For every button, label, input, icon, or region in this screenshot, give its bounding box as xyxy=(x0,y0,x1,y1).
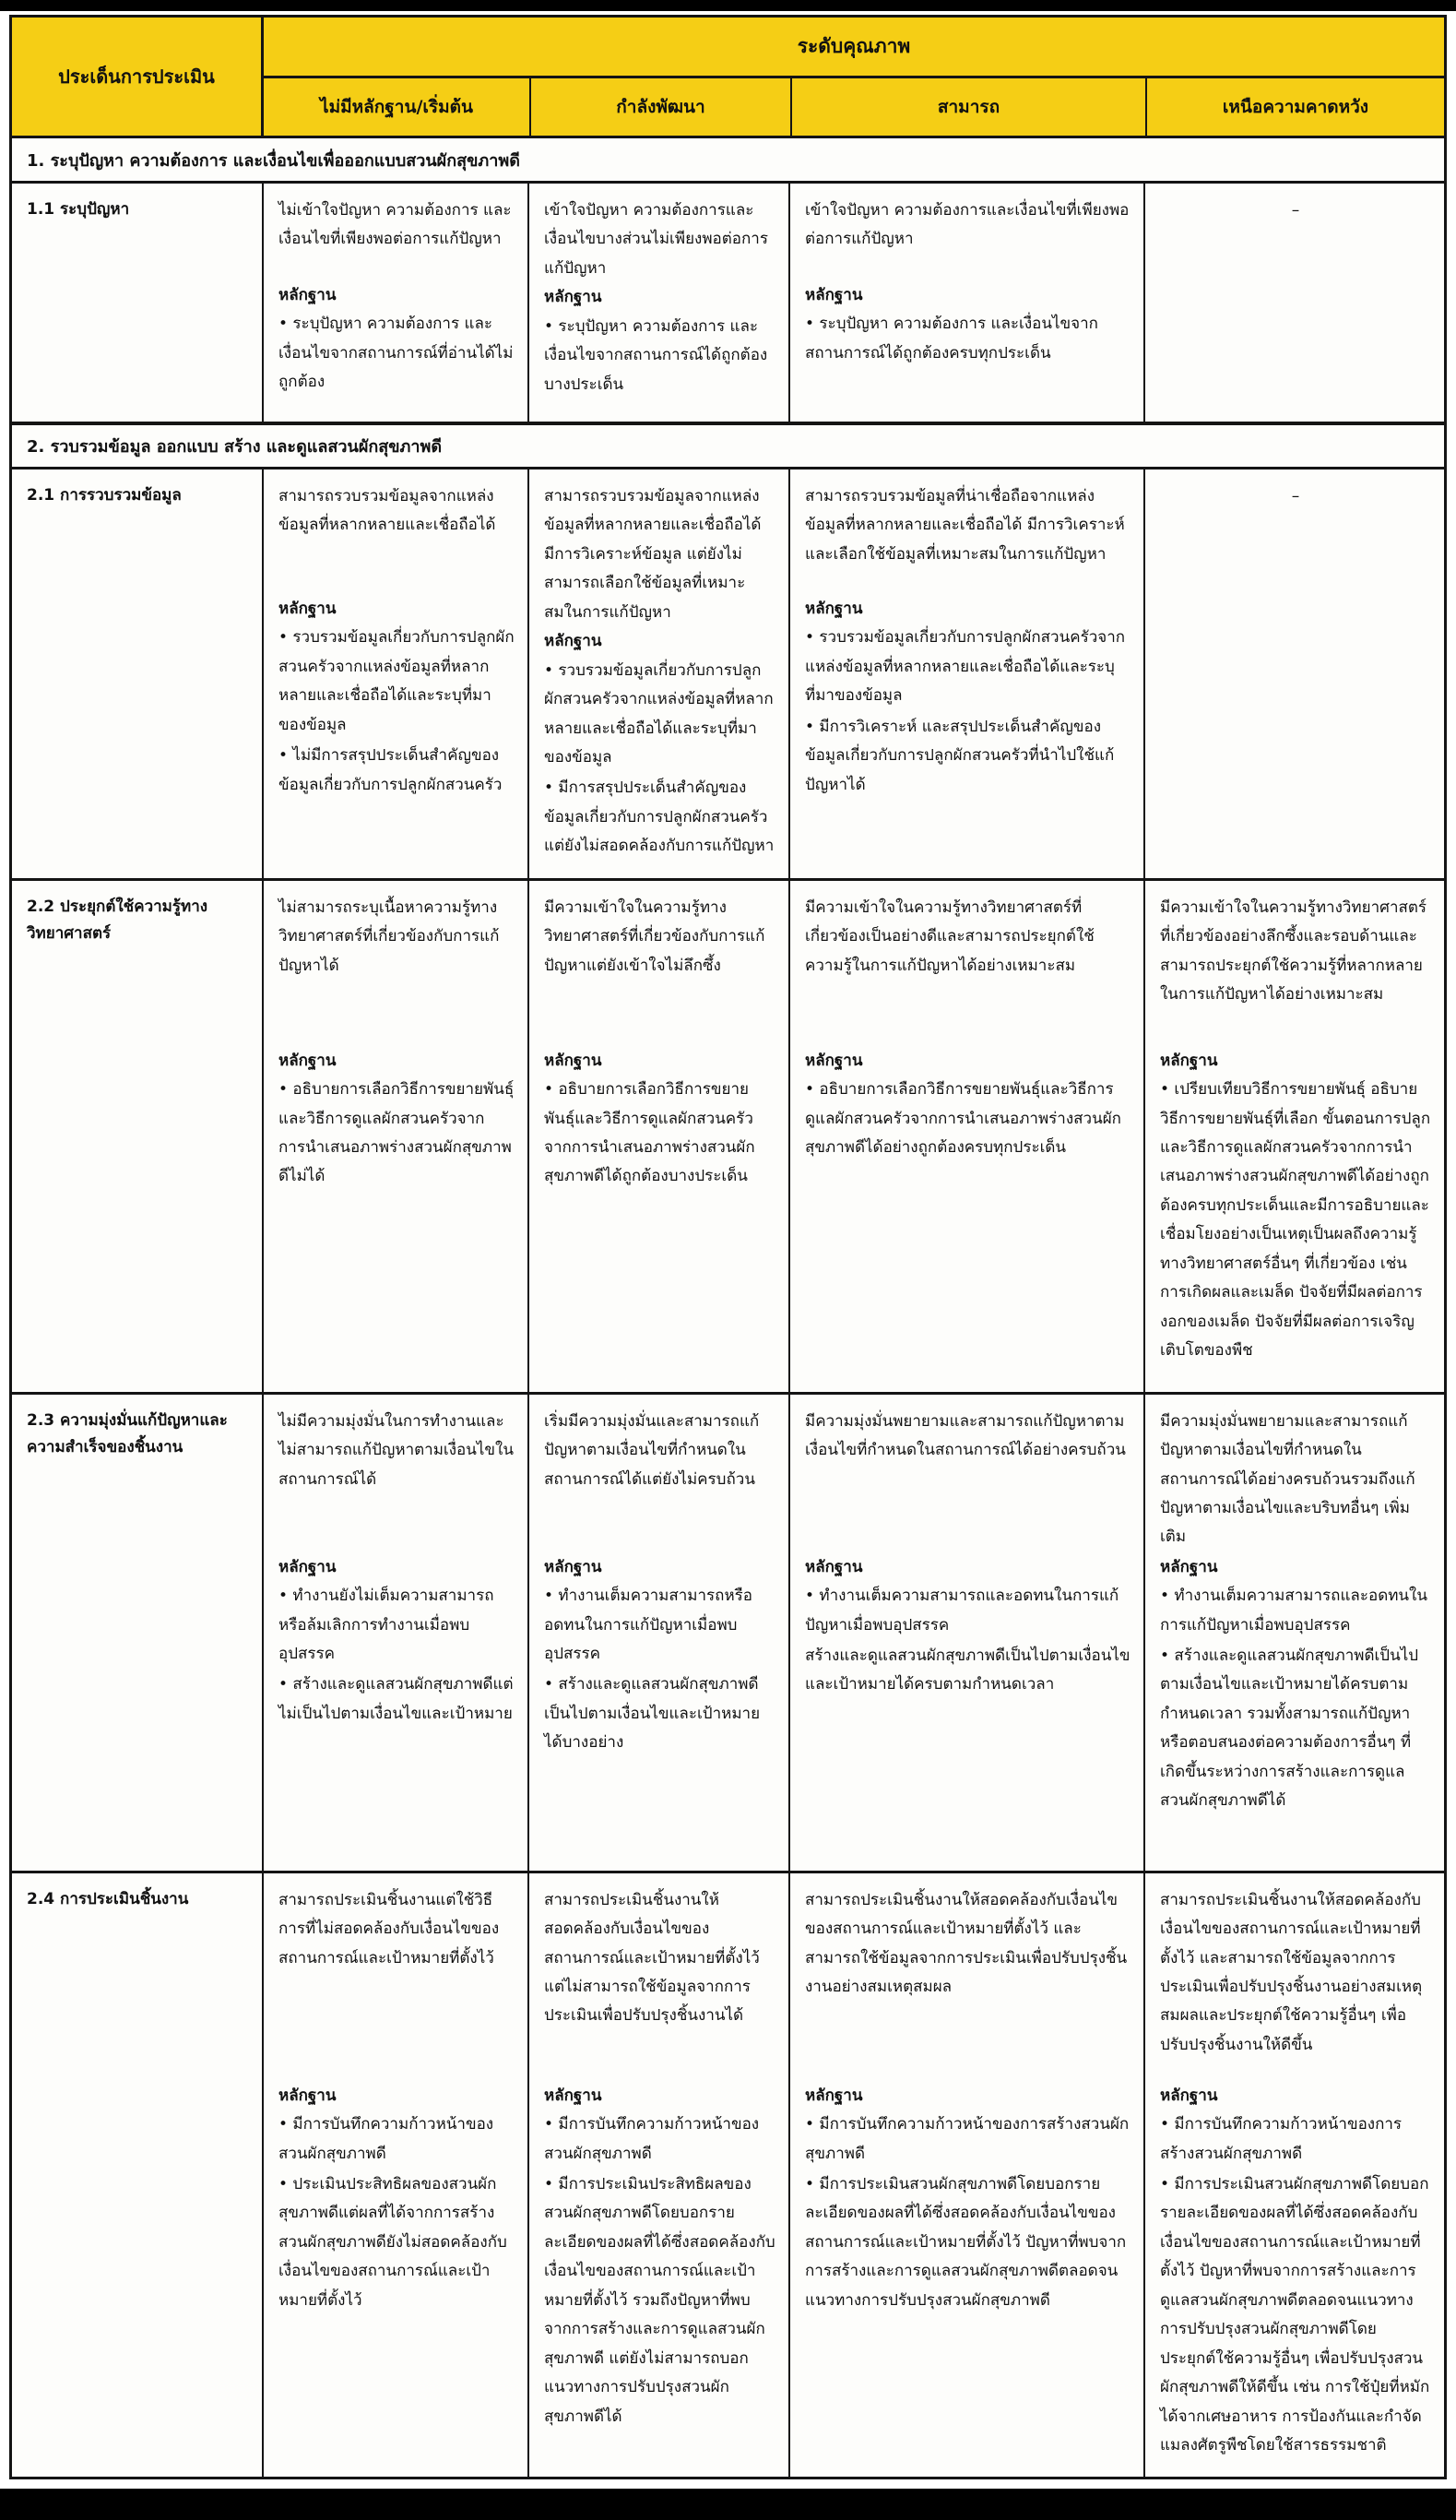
evidence-item: • มีการประเมินสวนผักสุขภาพดีโดยบอกรายละเอียดของผลที่ได้ซึ่งสอดคล้องกับเงื่อนไขของสถานการณ์และเป้าหมายที่ตั้งไว้ ปัญหาที่พบจากการสร้างและการดูแลสวนผักสุขภาพดีตลอดจนแนวทางการปรับปรุงสวนผักสุขภาพดี xyxy=(805,2175,1127,2310)
cell-description: เข้าใจปัญหา ความต้องการและเงื่อนไขที่เพียงพอต่อการแก้ปัญหา xyxy=(805,201,1130,249)
cell-description: ไม่เข้าใจปัญหา ความต้องการ และเงื่อนไขที่เพียงพอต่อการแก้ปัญหา xyxy=(278,201,512,249)
evidence-block xyxy=(544,1047,775,1192)
header-level-3: สามารถ xyxy=(790,78,1145,136)
evidence-block xyxy=(1160,2082,1431,2461)
evidence-label: หลักฐาน xyxy=(278,1051,337,1070)
evidence-item: • มีการบันทึกความก้าวหน้าของการสร้างสวนผักสุขภาพดี xyxy=(1160,2115,1403,2163)
cell-description: มีความเข้าใจในความรู้ทางวิทยาศาสตร์ที่เกี่ยวข้องอย่างลึกซึ้งและรอบด้านและสามารถประยุกต์ใช้ความรู้ที่หลากหลายในการแก้ปัญหาได้อย่างเหมาะสม xyxy=(1160,897,1427,1004)
cell-description: สามารถประเมินชิ้นงานให้สอดคล้องกับเงื่อนไขของสถานการณ์และเป้าหมายที่ตั้งไว้ และสามารถใช้ข้อมูลจากการประเมินเพื่อปรับปรุงชิ้นงานอย่างสมเหตุสมผล xyxy=(805,1890,1128,1996)
evidence-label: หลักฐาน xyxy=(278,1557,337,1576)
evidence-block xyxy=(544,1553,775,1758)
evidence-block xyxy=(544,2082,775,2431)
evidence-item: • มีการบันทึกความก้าวหน้าของการสร้างสวนผักสุขภาพดี xyxy=(805,2115,1130,2163)
section-title-1 xyxy=(12,138,1444,184)
evidence-label: หลักฐาน xyxy=(805,1557,863,1576)
evidence-block xyxy=(278,2082,515,2316)
evidence-label: หลักฐาน xyxy=(544,1051,602,1070)
cell-description: เข้าใจปัญหา ความต้องการและเงื่อนไขบางส่วนไม่เพียงพอต่อการแก้ปัญหา xyxy=(544,201,768,278)
header-level-2: กำลังพัฒนา xyxy=(529,78,790,136)
evidence-label: หลักฐาน xyxy=(1160,1051,1218,1070)
header-quality-label: ระดับคุณภาพ xyxy=(264,18,1444,78)
evidence-item: • รวบรวมข้อมูลเกี่ยวกับการปลูกผักสวนครัวจากแหล่งข้อมูลที่หลากหลายและเชื่อถือได้และระบุที่มาของข้อมูล xyxy=(544,660,774,767)
criterion-label-1-1: 1.1 ระบุปัญหา xyxy=(12,184,264,422)
evidence-item: • มีการวิเคราะห์ และสรุปประเด็นสำคัญของข้อมูลเกี่ยวกับการปลูกผักสวนครัวที่นำไปใช้แก้ปัญหาได้ xyxy=(805,717,1115,794)
cell-2-3-level4 xyxy=(1145,1395,1444,1871)
evidence-item: • ระบุปัญหา ความต้องการ และเงื่อนไขจากสถานการณ์ได้ถูกต้องบางประเด็น xyxy=(544,316,768,394)
cell-2-1-level3 xyxy=(790,470,1145,878)
rubric-table xyxy=(9,15,1447,2479)
cell-description: สามารถรวบรวมข้อมูลจากแหล่งข้อมูลที่หลากหลายและเชื่อถือได้ มีการวิเคราะห์ข้อมูล แต่ยังไม่สามารถเลือกใช้ข้อมูลที่เหมาะสมในการแก้ปัญหา xyxy=(544,487,766,622)
evidence-block xyxy=(805,595,1130,800)
evidence-label: หลักฐาน xyxy=(544,632,602,651)
section-title-text: 2. รวบรวมข้อมูล ออกแบบ สร้าง และดูแลสวนผักสุขภาพดี xyxy=(27,437,443,457)
cell-1-1-level3 xyxy=(790,184,1145,422)
table-header xyxy=(12,18,1444,138)
evidence-item: • มีการบันทึกความก้าวหน้าของสวนผักสุขภาพดี xyxy=(278,2115,494,2163)
cell-description: ไม่สามารถระบุเนื้อหาความรู้ทางวิทยาศาสตร์ที่เกี่ยวข้องกับการแก้ปัญหาได้ xyxy=(278,897,500,975)
rubric-row-2-3 xyxy=(12,1395,1444,1873)
evidence-block xyxy=(805,281,1130,368)
cell-2-4-level4 xyxy=(1145,1873,1444,2478)
evidence-item: • สร้างและดูแลสวนผักสุขภาพดีแต่ไม่เป็นไปตามเงื่อนไขและเป้าหมาย xyxy=(278,1675,514,1723)
evidence-label: หลักฐาน xyxy=(544,2086,602,2105)
evidence-item: • ไม่มีการสรุปประเด็นสำคัญของข้อมูลเกี่ยวกับการปลูกผักสวนครัว xyxy=(278,746,503,794)
cell-description: มีความเข้าใจในความรู้ทางวิทยาศาสตร์ที่เกี่ยวข้องเป็นอย่างดีและสามารถประยุกต์ใช้ความรู้ในการแก้ปัญหาได้อย่างเหมาะสม xyxy=(805,897,1095,975)
bottom-black-bar xyxy=(0,2489,1456,2520)
cell-description: สามารถรวบรวมข้อมูลที่น่าเชื่อถือจากแหล่งข้อมูลที่หลากหลายและเชื่อถือได้ มีการวิเคราะห์และเลือกใช้ข้อมูลที่เหมาะสมในการแก้ปัญหา xyxy=(805,487,1125,564)
cell-description: มีความมุ่งมั่นพยายามและสามารถแก้ปัญหาตามเงื่อนไขที่กำหนดในสถานการณ์ได้อย่างครบถ้วนรวมถึงแก้ปัญหาตามเงื่อนไขและบริบทอื่นๆ เพิ่มเติม xyxy=(1160,1411,1415,1547)
cell-2-1-level1 xyxy=(264,470,529,878)
evidence-item: • สร้างและดูแลสวนผักสุขภาพดีเป็นไปตามเงื่อนไขและเป้าหมายได้ครบตามกำหนดเวลา รวมทั้งสามารถแก้ปัญหาหรือตอบสนองต่อความต้องการอื่นๆ ที่เกิดขึ้นระหว่างการสร้างและการดูแลสวนผักสุขภาพดีได้ xyxy=(1160,1646,1419,1811)
evidence-item: • มีการประเมินประสิทธิผลของสวนผักสุขภาพดีโดยบอกรายละเอียดของผลที่ได้ซึ่งสอดคล้องกับเงื่อนไขของสถานการณ์และเป้าหมายที่ตั้งไว้ รวมถึงปัญหาที่พบจากการสร้างและการดูแลสวนผักสุขภาพดี แต่ยังไม่สามารถบอกแนวทางการปรับปรุงสวนผักสุขภาพดีได้ xyxy=(544,2175,775,2426)
cell-2-1-level2 xyxy=(529,470,790,878)
rubric-row-2-1 xyxy=(12,470,1444,881)
evidence-item: • ทำงานยังไม่เต็มความสามารถหรือล้มเลิกการทำงานเมื่อพบอุปสรรค xyxy=(278,1587,494,1663)
cell-2-4-level2 xyxy=(529,1873,790,2478)
cell-2-4-level1 xyxy=(264,1873,529,2478)
evidence-block xyxy=(278,1553,515,1730)
evidence-block xyxy=(544,627,775,862)
evidence-block xyxy=(278,595,515,800)
cell-description: สามารถประเมินชิ้นงานให้สอดคล้องกับเงื่อนไขของสถานการณ์และเป้าหมายที่ตั้งไว้ และสามารถใช้ข้อมูลจากการประเมินเพื่อปรับปรุงชิ้นงานอย่างสมเหตุสมผลและประยุกต์ใช้ความรู้อื่นๆ เพื่อปรับปรุงชิ้นงานให้ดีขึ้น xyxy=(1160,1890,1423,2054)
evidence-label: หลักฐาน xyxy=(278,600,337,618)
section-title-text: 1. ระบุปัญหา ความต้องการ และเงื่อนไขเพื่อออกแบบสวนผักสุขภาพดี xyxy=(27,150,520,171)
dash-mark: – xyxy=(1291,201,1300,220)
evidence-item: • มีการสรุปประเด็นสำคัญของข้อมูลเกี่ยวกับการปลูกผักสวนครัว แต่ยังไม่สอดคล้องกับการแก้ปัญหา xyxy=(544,779,775,856)
cell-2-3-level1 xyxy=(264,1395,529,1871)
evidence-item: • มีการประเมินสวนผักสุขภาพดีโดยบอกรายละเอียดของผลที่ได้ซึ่งสอดคล้องกับเงื่อนไขของสถานการณ์และเป้าหมายที่ตั้งไว้ ปัญหาที่พบจากการสร้างและการดูแลสวนผักสุขภาพดีตลอดจนแนวทางการปรับปรุงสวนผักสุขภาพดีโดยประยุกต์ใช้ความรู้อื่นๆ เพื่อปรับปรุงสวนผักสุขภาพดีให้ดีขึ้น เช่น การใช้ปุ๋ยที่หมักได้จากเศษอาหาร การป้องกันและกำจัดแมลงศัตรูพืชโดยใช้สารธรรมชาติ xyxy=(1160,2175,1430,2455)
evidence-block xyxy=(278,281,515,398)
cell-2-1-level4-dash xyxy=(1145,470,1444,878)
evidence-block xyxy=(278,1047,515,1192)
cell-description: สามารถรวบรวมข้อมูลจากแหล่งข้อมูลที่หลากหลายและเชื่อถือได้ xyxy=(278,487,496,535)
evidence-label: หลักฐาน xyxy=(805,286,863,304)
header-level-1: ไม่มีหลักฐาน/เริ่มต้น xyxy=(320,97,473,117)
cell-2-3-level3 xyxy=(790,1395,1145,1871)
criterion-label-2-4: 2.4 การประเมินชิ้นงาน xyxy=(12,1873,264,2478)
evidence-label: หลักฐาน xyxy=(1160,2086,1218,2105)
evidence-item: • เปรียบเทียบวิธีการขยายพันธุ์ อธิบายวิธีการขยายพันธุ์ที่เลือก ขั้นตอนการปลูก และวิธีการดูแลผักสวนครัวจากการนำเสนอภาพร่างสวนผักสุขภาพดีได้อย่างถูกต้องครบทุกประเด็นและมีการอธิบายและเชื่อมโยงอย่างเป็นเหตุเป็นผลถึงความรู้ทางวิทยาศาสตร์อื่นๆ ที่เกี่ยวข้อง เช่น การเกิดผลและเมล็ด ปัจจัยที่มีผลต่อการงอกของเมล็ด ปัจจัยที่มีผลต่อการเจริญเติบโตของพืช xyxy=(1160,1080,1431,1361)
evidence-block xyxy=(1160,1553,1431,1816)
cell-description: มีความเข้าใจในความรู้ทางวิทยาศาสตร์ที่เกี่ยวข้องกับการแก้ปัญหาแต่ยังเข้าใจไม่ลึกซึ้ง xyxy=(544,897,765,975)
evidence-item: • มีการบันทึกความก้าวหน้าของสวนผักสุขภาพดี xyxy=(544,2115,760,2163)
cell-1-1-level2 xyxy=(529,184,790,422)
section-title-2 xyxy=(12,424,1444,470)
evidence-item: • สร้างและดูแลสวนผักสุขภาพดีเป็นไปตามเงื่อนไขและเป้าหมายได้บางอย่าง xyxy=(544,1675,761,1753)
cell-2-2-level2 xyxy=(529,881,790,1392)
cell-2-2-level1 xyxy=(264,881,529,1392)
header-criteria-label: ประเด็นการประเมิน xyxy=(12,18,264,136)
evidence-item: • อธิบายการเลือกวิธีการขยายพันธุ์และวิธีการดูแลผักสวนครัวจากการนำเสนอภาพร่างสวนผักสุขภาพดีไม่ได้ xyxy=(278,1080,515,1186)
evidence-item: สร้างและดูแลสวนผักสุขภาพดีเป็นไปตามเงื่อนไขและเป้าหมายได้ครบตามกำหนดเวลา xyxy=(805,1646,1130,1694)
evidence-item: • ระบุปัญหา ความต้องการ และเงื่อนไขจากสถานการณ์ที่อ่านได้ไม่ถูกต้อง xyxy=(278,315,514,392)
cell-1-1-level1 xyxy=(264,184,529,422)
evidence-block xyxy=(805,2082,1130,2316)
top-black-bar xyxy=(0,0,1456,11)
evidence-label: หลักฐาน xyxy=(1160,1557,1218,1576)
evidence-item: • รวบรวมข้อมูลเกี่ยวกับการปลูกผักสวนครัวจากแหล่งข้อมูลที่หลากหลายและเชื่อถือได้และระบุที่มาของข้อมูล xyxy=(278,628,515,734)
evidence-label: หลักฐาน xyxy=(544,1557,602,1576)
evidence-label: หลักฐาน xyxy=(805,2086,863,2105)
evidence-label: หลักฐาน xyxy=(278,2086,337,2105)
cell-description: สามารถประเมินชิ้นงานให้สอดคล้องกับเงื่อนไขของสถานการณ์และเป้าหมายที่ตั้งไว้ แต่ไม่สามารถใช้ข้อมูลจากการประเมินเพื่อปรับปรุงชิ้นงานได้ xyxy=(544,1890,765,2026)
evidence-item: • ทำงานเต็มความสามารถหรืออดทนในการแก้ปัญหาเมื่อพบอุปสรรค xyxy=(544,1587,753,1663)
cell-description: เริ่มมีความมุ่งมั่นและสามารถแก้ปัญหาตามเงื่อนไขที่กำหนดในสถานการณ์ได้แต่ยังไม่ครบถ้วน xyxy=(544,1411,760,1489)
evidence-block xyxy=(805,1047,1130,1163)
cell-2-4-level3 xyxy=(790,1873,1145,2478)
evidence-item: • อธิบายการเลือกวิธีการขยายพันธุ์และวิธีการดูแลผักสวนครัวจากการนำเสนอภาพร่างสวนผักสุขภาพดีได้อย่างถูกต้องครบทุกประเด็น xyxy=(805,1080,1121,1157)
header-level-4: เหนือความคาดหวัง xyxy=(1145,78,1444,136)
dash-mark: – xyxy=(1291,487,1300,505)
cell-1-1-level4-dash xyxy=(1145,184,1444,422)
evidence-label: หลักฐาน xyxy=(805,600,863,618)
evidence-item: • อธิบายการเลือกวิธีการขยายพันธุ์และวิธีการดูแลผักสวนครัวจากการนำเสนอภาพร่างสวนผักสุขภาพดีได้ถูกต้องบางประเด็น xyxy=(544,1080,755,1186)
evidence-item: • รวบรวมข้อมูลเกี่ยวกับการปลูกผักสวนครัวจากแหล่งข้อมูลที่หลากหลายและเชื่อถือได้และระบุที่มาของข้อมูล xyxy=(805,628,1126,706)
criterion-label-2-3: 2.3 ความมุ่งมั่นแก้ปัญหาและความสำเร็จของชิ้นงาน xyxy=(12,1395,264,1871)
rubric-row-1-1 xyxy=(12,184,1444,424)
cell-2-2-level3 xyxy=(790,881,1145,1392)
cell-2-2-level4 xyxy=(1145,881,1444,1392)
evidence-item: • ทำงานเต็มความสามารถและอดทนในการแก้ปัญหาเมื่อพบอุปสรรค xyxy=(805,1587,1119,1634)
evidence-block xyxy=(1160,1047,1431,1366)
cell-description: ไม่มีความมุ่งมั่นในการทำงานและไม่สามารถแก้ปัญหาตามเงื่อนไขในสถานการณ์ได้ xyxy=(278,1411,514,1489)
evidence-block xyxy=(544,283,775,399)
evidence-item: • ทำงานเต็มความสามารถและอดทนในการแก้ปัญหาเมื่อพบอุปสรรค xyxy=(1160,1587,1427,1634)
rubric-row-2-4 xyxy=(12,1873,1444,2478)
cell-description: มีความมุ่งมั่นพยายามและสามารถแก้ปัญหาตามเงื่อนไขที่กำหนดในสถานการณ์ได้อย่างครบถ้วน xyxy=(805,1411,1126,1460)
evidence-label: หลักฐาน xyxy=(805,1051,863,1070)
evidence-block xyxy=(805,1553,1130,1700)
page-body xyxy=(0,11,1456,2489)
cell-description: สามารถประเมินชิ้นงานแต่ใช้วิธีการที่ไม่สอดคล้องกับเงื่อนไขของสถานการณ์และเป้าหมายที่ตั้งไว้ xyxy=(278,1890,500,1967)
rubric-row-2-2 xyxy=(12,881,1444,1395)
evidence-item: • ประเมินประสิทธิผลของสวนผักสุขภาพดีแต่ผลที่ได้จากการสร้างสวนผักสุขภาพดียังไม่สอดคล้องกับเงื่อนไขของสถานการณ์และเป้าหมายที่ตั้งไว้ xyxy=(278,2175,507,2310)
criterion-label-2-2: 2.2 ประยุกต์ใช้ความรู้ทางวิทยาศาสตร์ xyxy=(12,881,264,1392)
evidence-item: • ระบุปัญหา ความต้องการ และเงื่อนไขจากสถานการณ์ได้ถูกต้องครบทุกประเด็น xyxy=(805,315,1098,363)
evidence-label: หลักฐาน xyxy=(278,286,337,304)
criterion-label-2-1: 2.1 การรวบรวมข้อมูล xyxy=(12,470,264,878)
evidence-label: หลักฐาน xyxy=(544,288,602,307)
cell-2-3-level2 xyxy=(529,1395,790,1871)
